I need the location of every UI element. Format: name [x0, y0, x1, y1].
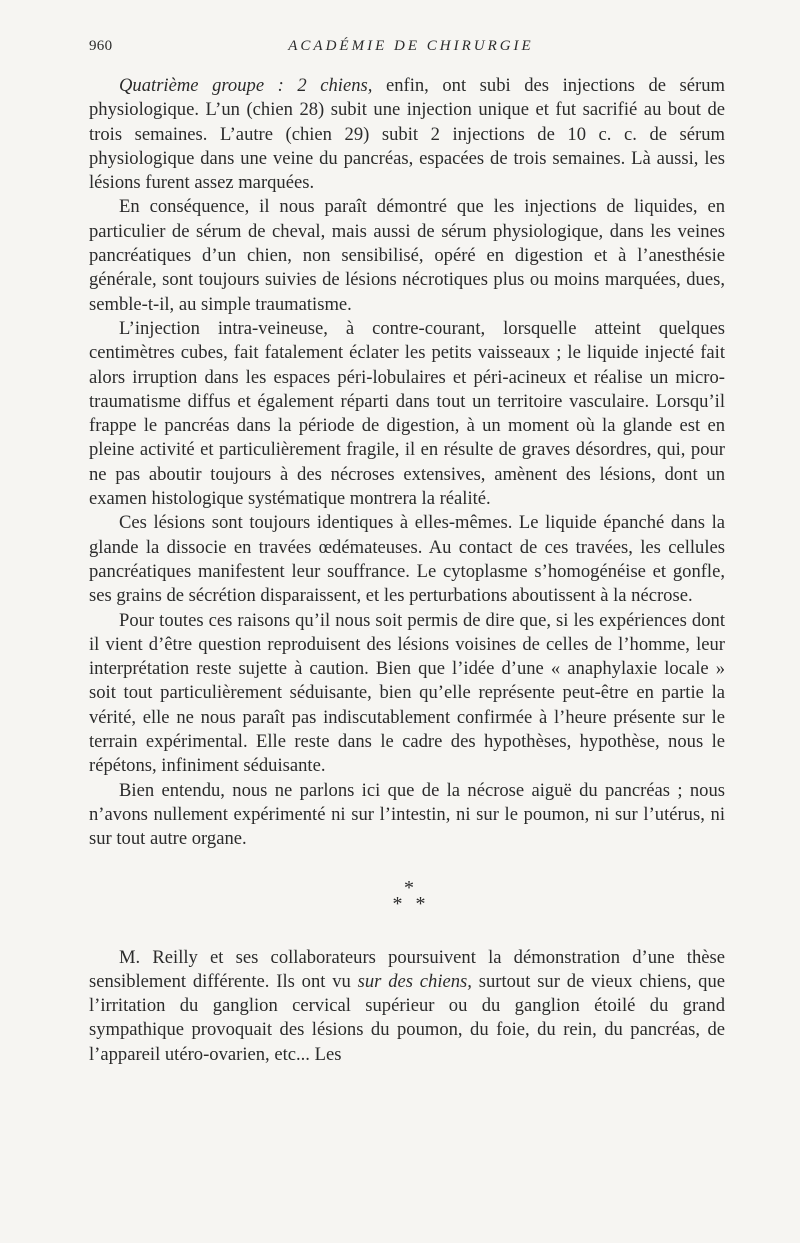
paragraph-italic-phrase: sur des chiens, — [357, 970, 472, 992]
paragraph-injection: L’injection intra-veineuse, à contre-courant, lorsquelle atteint quelques centimètres cubes, fait fatalement éclater les petits vaisseaux ; le liquide injecté fait alors irruption dans les espaces péri-lobulaires et péri-acineux et réalise un micro-traumatisme diffus et également réparti dans tout un territoire vasculaire. Lorsqu’il frappe le pancréas dans la période de digestion, à un moment où la glande est en pleine activité et particulièrement fragile, il en résulte de graves désordres, qui, pour ne pas aboutir toujours à des nécroses extensives, amènent des lésions, dont un examen histologique systématique montrera la réalité. — [89, 317, 725, 510]
paragraph-text-before: M. Reilly et ses collaborateurs poursuivent la démonstration d’une thèse sensiblement différente. Ils ont vu — [89, 946, 725, 992]
journal-title: ACADÉMIE DE CHIRURGIE — [288, 38, 534, 54]
paragraph-consequence: En conséquence, il nous paraît démontré que les injections de liquides, en particulier de sérum de cheval, mais aussi de sérum physiologique, dans les veines pancréatiques d’un chien, non sensibilisé, opéré en digestion et à l’anesthésie générale, sont toujours suivies de lésions nécrotiques plus ou moins marquées, dues, semble-t-il, au simple traumatisme. — [89, 196, 725, 315]
paragraph-text-after: surtout sur de vieux chiens, que l’irritation du ganglion cervical supérieur ou du ganglion étoilé du grand sympathique provoquait des lésions du poumon, du foie, du rein, du pancréas, de l’appareil utéro-ovarien, etc... Les — [89, 970, 725, 1065]
asterism-top: * — [404, 876, 418, 899]
paragraph-raisons: Pour toutes ces raisons qu’il nous soit permis de dire que, si les expériences dont il vient d’être question reproduisent des lésions voisines de celles de l’homme, leur interprétation reste sujette à caution. Bien que l’idée d’une « anaphylaxie locale » soit tout particulièrement séduisante, bien qu’elle représente peut-être en partie la vérité, elle ne nous paraît pas indiscutablement confirmée à l’heure présente sur le terrain expérimental. Elle reste dans le cadre des hypothèses, hypothèse, nous le répétons, infiniment séduisante. — [89, 609, 725, 777]
paragraph-lesions: Ces lésions sont toujours identiques à elles-mêmes. Le liquide épanché dans la glande la dissocie en travées œdémateuses. Au contact de ces travées, les cellules pancréatiques manifestent leur souffrance. Le cytoplasme s’homogénéise et gonfle, ses grains de sécrétion disparaissent, et les perturbations aboutissent à la nécrose. — [89, 512, 725, 607]
document-page — [89, 38, 725, 1067]
asterism-bottom: * * — [392, 892, 430, 915]
paragraph-quatrieme-groupe — [89, 74, 725, 195]
paragraph-text: enfin, ont subi des injections de sérum physiologique. L’un (chien 28) subit une injection unique et fut sacrifié au bout de trois semaines. L’autre (chien 29) subit 2 injections de 10 c. c. de sérum physiologique dans une veine du pancréas, espacées de trois semaines. Là aussi, les lésions furent assez marquées. — [89, 75, 725, 194]
page-number: 960 — [89, 38, 113, 54]
paragraph-reilly — [89, 946, 725, 1067]
section-asterism — [89, 876, 725, 915]
running-header — [89, 38, 725, 60]
paragraph-lead-italic: Quatrième groupe : 2 chiens, — [119, 75, 373, 96]
paragraph-bien-entendu: Bien entendu, nous ne parlons ici que de la nécrose aiguë du pancréas ; nous n’avons nullement expérimenté ni sur l’intestin, ni sur le poumon, ni sur l’utérus, ni sur tout autre organe. — [89, 779, 725, 850]
